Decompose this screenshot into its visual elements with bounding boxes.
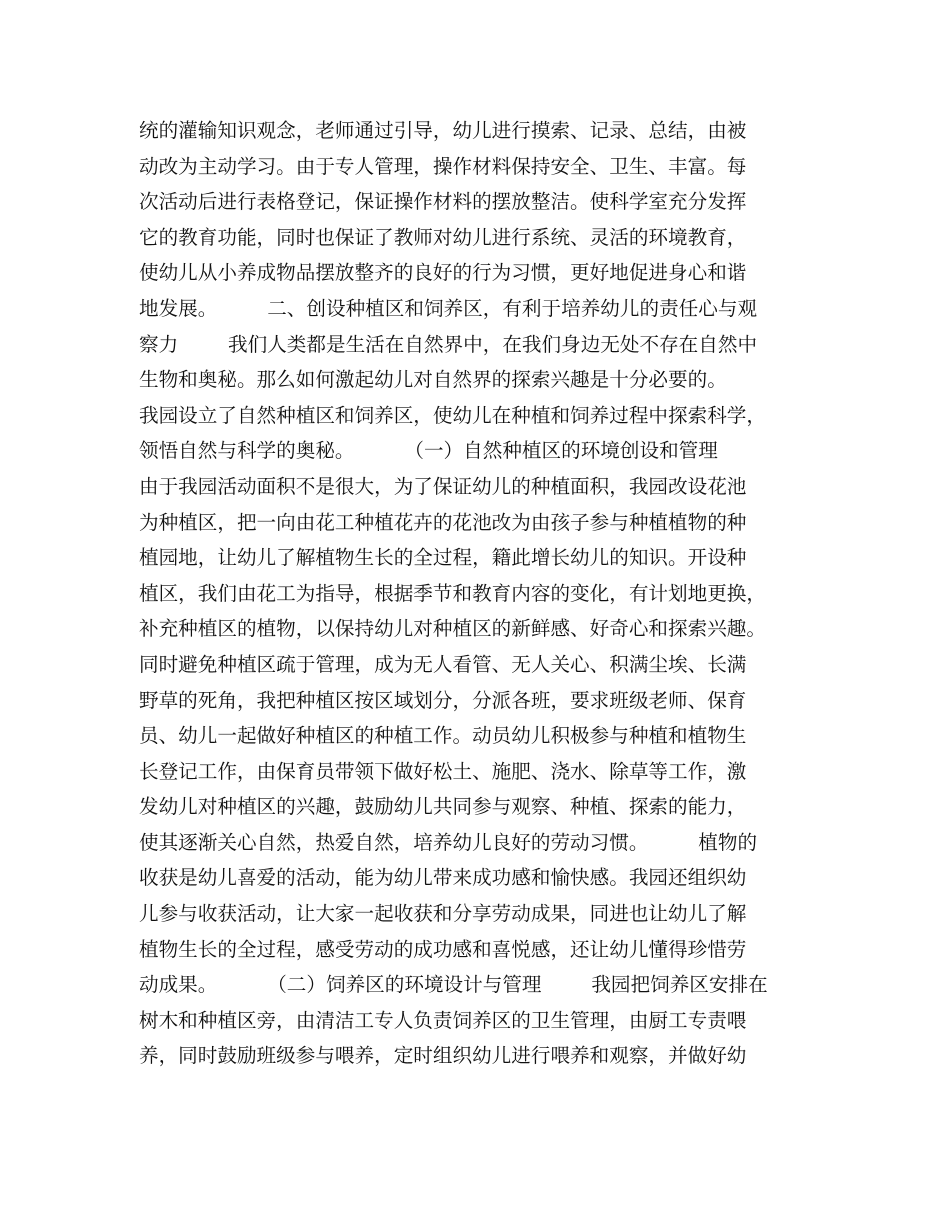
text-line: 统的灌输知识观念，老师通过引导，幼儿进行摸索、记录、总结，由被 bbox=[139, 119, 747, 142]
text-line: 由于我园活动面积不是很大，为了保证幼儿的种植面积，我园改设花池 bbox=[139, 474, 747, 498]
body-text bbox=[139, 113, 829, 1074]
text-line: 收获是幼儿喜爱的活动，能为幼儿带来成功感和愉快感。我园还组织幼 bbox=[139, 866, 747, 890]
text-line: 植物生长的全过程，感受劳动的成功感和喜悦感，还让幼儿懂得珍惜劳 bbox=[139, 937, 747, 961]
text-line: 野草的死角，我把种植区按区域划分，分派各班，要求班级老师、保育 bbox=[139, 688, 747, 712]
text-line: 植区，我们由花工为指导，根据季节和教育内容的变化，有计划地更换， bbox=[139, 581, 766, 605]
text-line: 领悟自然与科学的奥秘。 （一）自然种植区的环境创设和管理 bbox=[139, 439, 718, 463]
text-line: 动成果。 （二）饲养区的环境设计与管理 我园把饲养区安排在 bbox=[139, 973, 768, 997]
text-line: 员、幼儿一起做好种植区的种植工作。动员幼儿积极参与种植和植物生 bbox=[139, 724, 747, 748]
text-line: 地发展。 二、创设种植区和饲养区，有利于培养幼儿的责任心与观 bbox=[139, 296, 758, 320]
text-line: 次活动后进行表格登记，保证操作材料的摆放整洁。使科学室充分发挥 bbox=[139, 190, 747, 214]
text-line: 发幼儿对种植区的兴趣，鼓励幼儿共同参与观察、种植、探索的能力， bbox=[139, 795, 747, 819]
text-line: 养，同时鼓励班级参与喂养，定时组织幼儿进行喂养和观察，并做好幼 bbox=[139, 1044, 747, 1068]
text-line: 生物和奥秘。那么如何激起幼儿对自然界的探索兴趣是十分必要的。 bbox=[139, 368, 727, 392]
text-line: 察力 我们人类都是生活在自然界中，在我们身边无处不存在自然中 bbox=[139, 332, 758, 356]
text-line: 为种植区，把一向由花工种植花卉的花池改为由孩子参与种植植物的种 bbox=[139, 510, 747, 534]
text-line: 它的教育功能，同时也保证了教师对幼儿进行系统、灵活的环境教育， bbox=[139, 225, 747, 249]
text-line: 植园地，让幼儿了解植物生长的全过程，籍此增长幼儿的知识。开设种 bbox=[139, 546, 747, 570]
text-line: 儿参与收获活动，让大家一起收获和分享劳动成果，同进也让幼儿了解 bbox=[139, 902, 747, 926]
text-line: 我园设立了自然种植区和饲养区，使幼儿在种植和饲养过程中探索科学， bbox=[139, 403, 766, 427]
text-line: 使其逐渐关心自然，热爱自然，培养幼儿良好的劳动习惯。 植物的 bbox=[139, 830, 758, 854]
text-line: 使幼儿从小养成物品摆放整齐的良好的行为习惯，更好地促进身心和谐 bbox=[139, 261, 747, 285]
text-line: 长登记工作，由保育员带领下做好松土、施肥、浇水、除草等工作，激 bbox=[139, 759, 747, 783]
text-line: 动改为主动学习。由于专人管理，操作材料保持安全、卫生、丰富。每 bbox=[139, 154, 747, 178]
text-line: 同时避免种植区疏于管理，成为无人看管、无人关心、积满尘埃、长满 bbox=[139, 652, 747, 676]
text-line: 补充种植区的植物，以保持幼儿对种植区的新鲜感、好奇心和探索兴趣。 bbox=[139, 617, 766, 641]
text-line: 树木和种植区旁，由清洁工专人负责饲养区的卫生管理，由厨工专责喂 bbox=[139, 1008, 747, 1032]
